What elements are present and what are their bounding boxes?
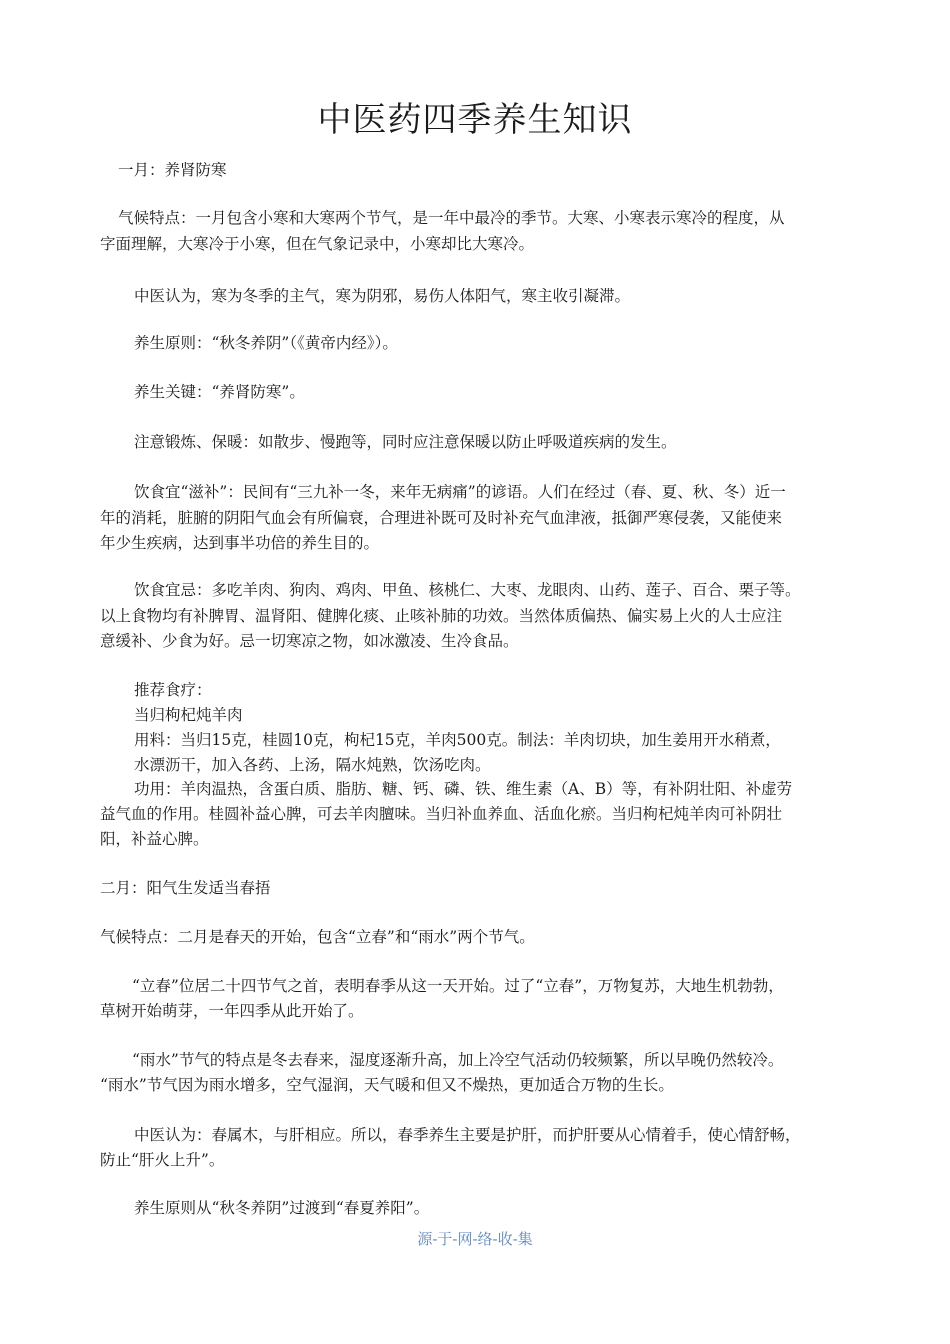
paragraph-line: 饮食宜“滋补”：民间有“三九补一冬，来年无病痛”的谚语。人们在经过（春、夏、秋、冬）近一 <box>134 483 786 501</box>
recipe-name: 当归枸杞炖羊肉 <box>134 706 243 724</box>
paragraph-line: “立春”位居二十四节气之首，表明春季从这一天开始。过了“立春”，万物复苏，大地生机勃勃， <box>132 977 784 995</box>
paragraph-line: “雨水”节气因为雨水增多，空气湿润，天气暖和但又不燥热，更加适合万物的生长。 <box>100 1076 674 1094</box>
paragraph-line: 字面理解，大寒冷于小寒，但在气象记录中，小寒却比大寒冷。 <box>100 235 535 253</box>
paragraph-line: 养生原则：“秋冬养阴”（《黄帝内经》）。 <box>134 334 398 352</box>
section-heading-january: 一月：养肾防寒 <box>118 161 227 179</box>
recipe-effects: 功用：羊肉温热，含蛋白质、脂肪、糖、钙、磷、铁、维生素（A、B）等，有补阴壮阳、补虚劳 <box>134 780 793 798</box>
page-footer: 源-于-网-络-收-集 <box>417 1230 533 1248</box>
paragraph-line: 气候特点：二月是春天的开始，包含“立春”和“雨水”两个节气。 <box>100 928 535 946</box>
paragraph-line: 气候特点：一月包含小寒和大寒两个节气，是一年中最冷的季节。大寒、小寒表示寒冷的程度，从 <box>118 209 785 227</box>
paragraph-line: “雨水”节气的特点是冬去春来，湿度逐渐升高，加上冷空气活动仍较频繁，所以早晚仍然较冷。 <box>132 1051 784 1069</box>
paragraph-line: 意缓补、少食为好。忌一切寒凉之物，如冰激凌、生冷食品。 <box>100 632 519 650</box>
paragraph-line: 中医认为：春属木，与肝相应。所以，春季养生主要是护肝，而护肝要从心情着手，使心情舒畅， <box>134 1126 801 1144</box>
paragraph-line: 养生关键：“养肾防寒”。 <box>134 383 305 401</box>
document-title: 中医药四季养生知识 <box>317 100 633 140</box>
paragraph-line: 年的消耗，脏腑的阴阳气血会有所偏衰，合理进补既可及时补充气血津液，抵御严寒侵袭，又能使来 <box>100 509 783 527</box>
recipe-ingredients: 用料：当归15克，桂圆10克，枸杞15克，羊肉500克。制法：羊肉切块，加生姜用开水稍煮， <box>134 731 781 749</box>
paragraph-line: 养生原则从“秋冬养阴”过渡到“春夏养阳”。 <box>134 1199 430 1217</box>
paragraph-line: 年少生疾病，达到事半功倍的养生目的。 <box>100 534 380 552</box>
paragraph-line: 以上食物均有补脾胃、温肾阳、健脾化痰、止咳补肺的功效。当然体质偏热、偏实易上火的人士应注 <box>100 607 783 625</box>
paragraph-line: 益气血的作用。桂圆补益心脾，可去羊肉膻味。当归补血养血、活血化瘀。当归枸杞炖羊肉可补阴壮 <box>100 805 783 823</box>
paragraph-line: 注意锻炼、保暖：如散步、慢跑等，同时应注意保暖以防止呼吸道疾病的发生。 <box>134 433 677 451</box>
section-heading-february: 二月：阳气生发适当春捂 <box>100 879 271 897</box>
paragraph-line: 饮食宜忌：多吃羊肉、狗肉、鸡肉、甲鱼、核桃仁、大枣、龙眼肉、山药、莲子、百合、栗子等。 <box>134 581 801 599</box>
recipe-method: 水漂沥干，加入各药、上汤，隔水炖熟，饮汤吃肉。 <box>134 756 491 774</box>
paragraph-line: 阳，补益心脾。 <box>100 830 209 848</box>
paragraph-line: 草树开始萌芽，一年四季从此开始了。 <box>100 1002 364 1020</box>
recipe-heading: 推荐食疗： <box>134 681 212 699</box>
paragraph-line: 防止“肝火上升”。 <box>100 1151 225 1169</box>
paragraph-line: 中医认为，寒为冬季的主气，寒为阴邪，易伤人体阳气，寒主收引凝滞。 <box>134 287 631 305</box>
